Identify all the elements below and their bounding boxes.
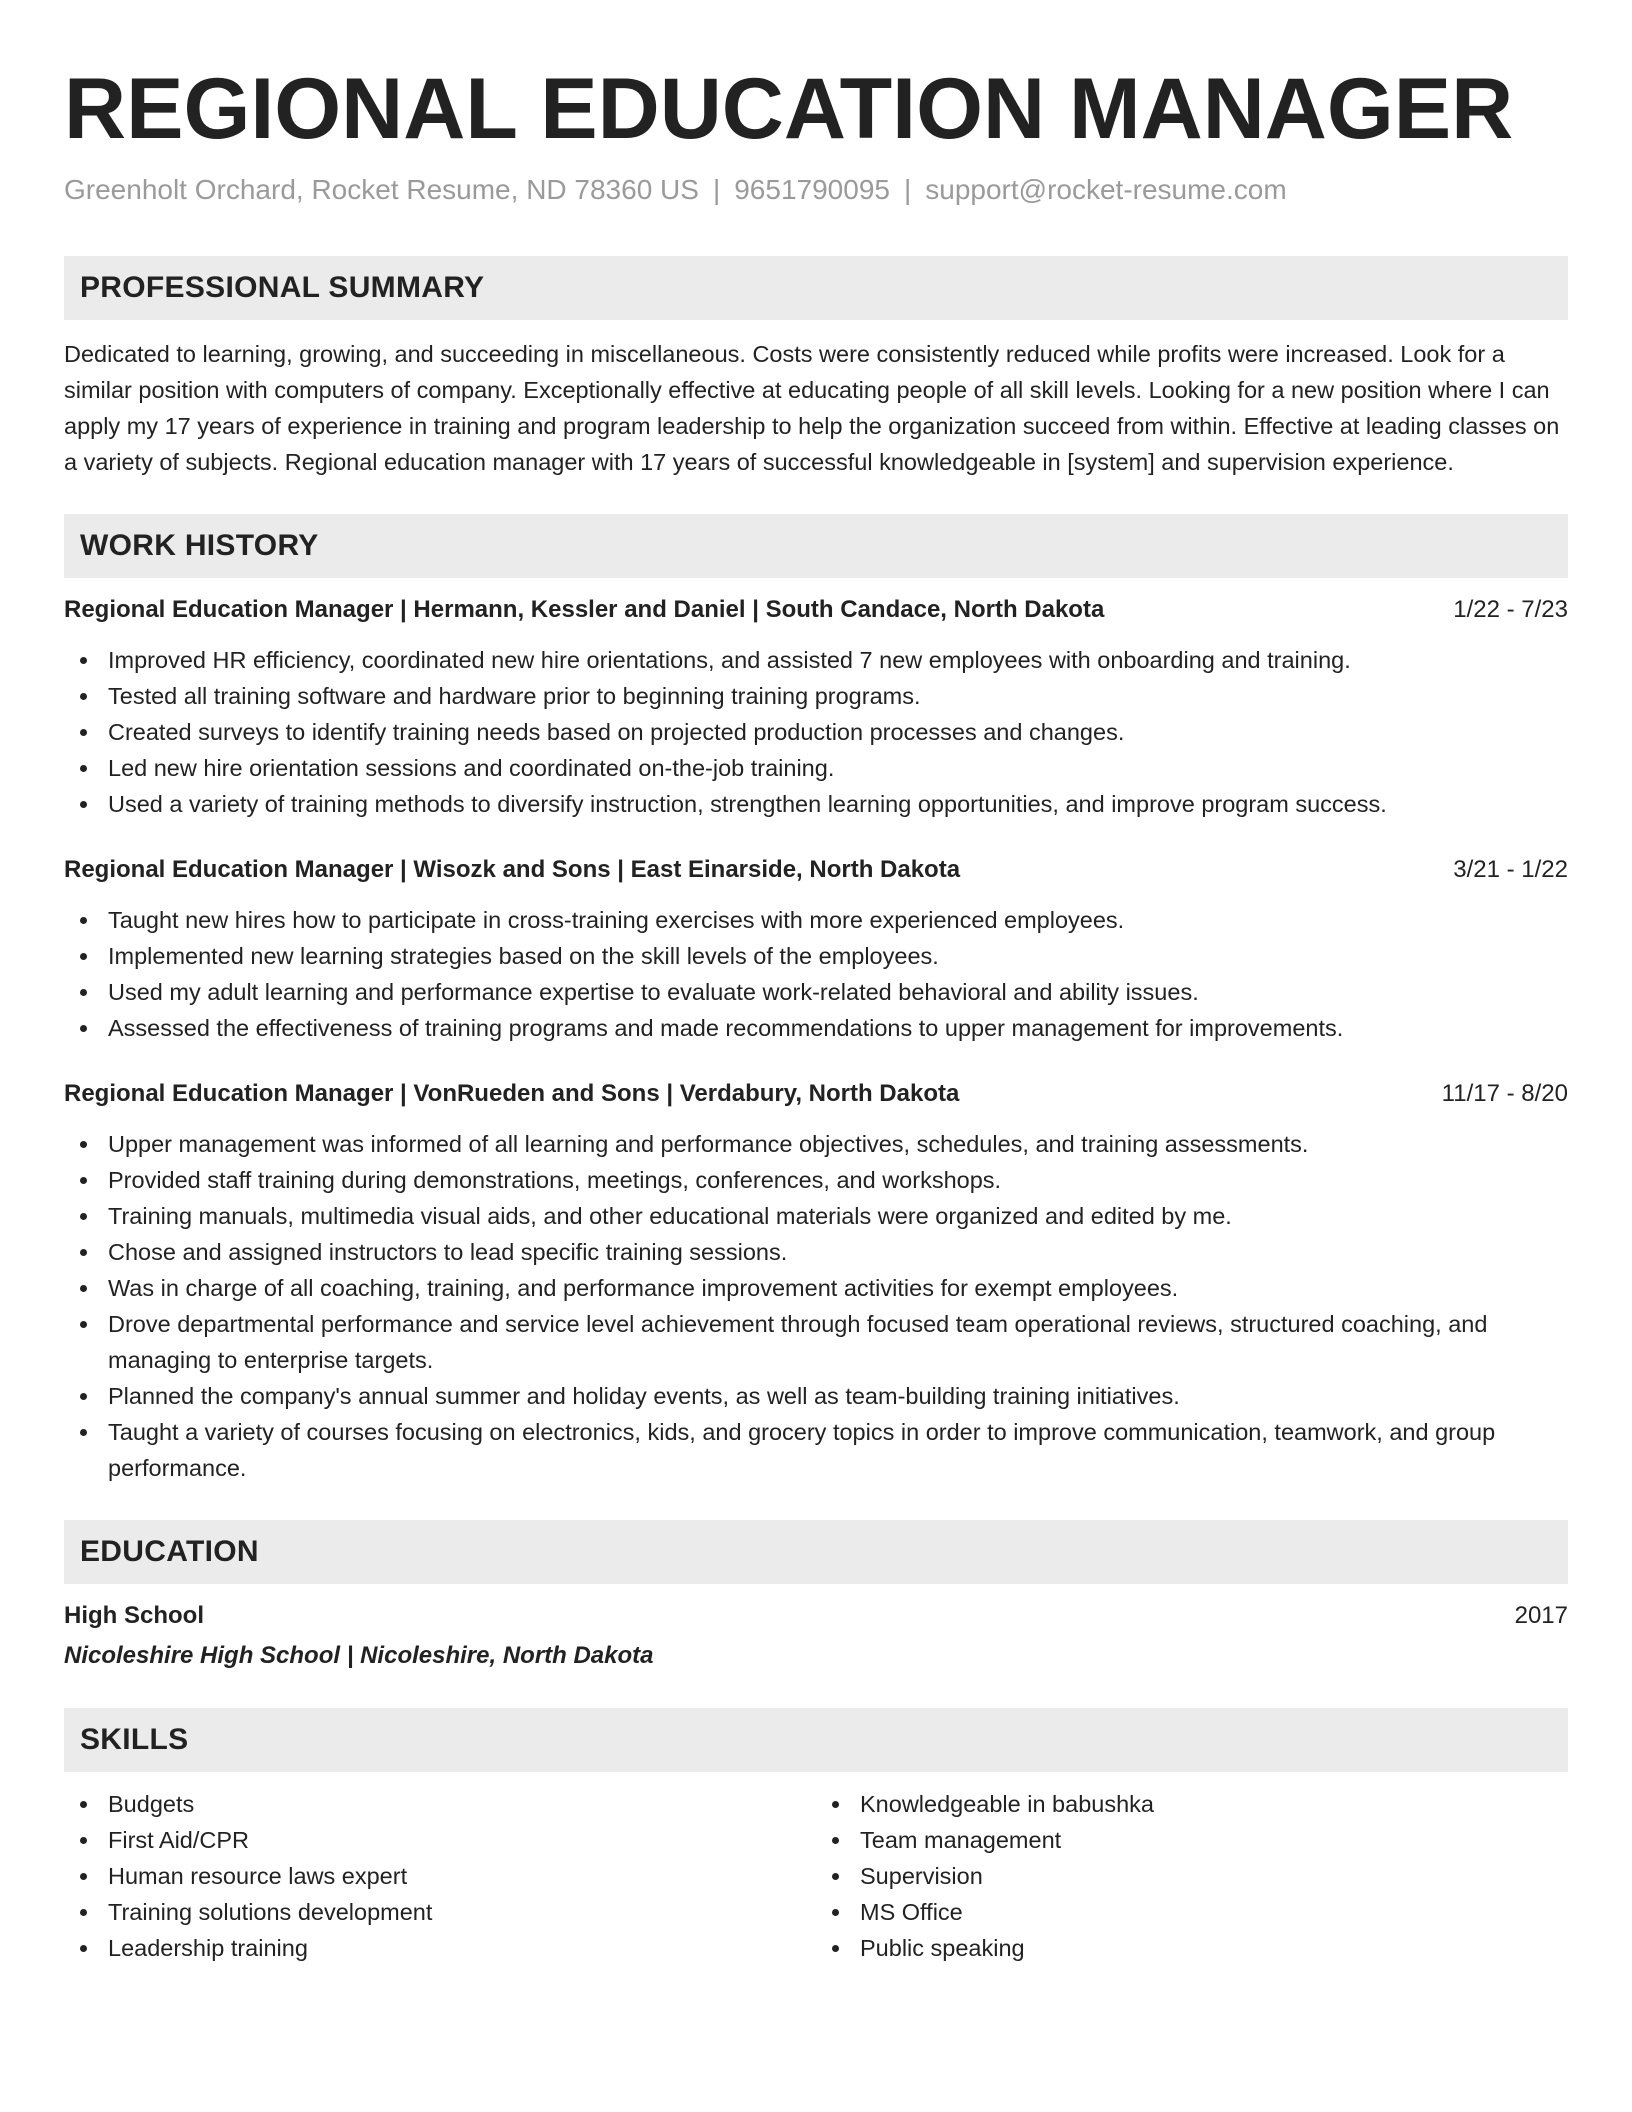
contact-address: Greenholt Orchard, Rocket Resume, ND 78360 US (64, 174, 699, 205)
skill-item: Knowledgeable in babushka (816, 1786, 1568, 1822)
job-title: Regional Education Manager | VonRueden and Sons | Verdabury, North Dakota (64, 1080, 960, 1107)
job-header (64, 1076, 1568, 1112)
job-entry (64, 852, 1568, 1046)
job-dates: 3/21 - 1/22 (1453, 856, 1568, 883)
education-school: Nicoleshire High School | Nicoleshire, North Dakota (64, 1642, 654, 1669)
list-item: Improved HR efficiency, coordinated new hire orientations, and assisted 7 new employees with onboarding and training. (64, 642, 1568, 678)
job-dates: 11/17 - 8/20 (1441, 1080, 1568, 1107)
list-item: Used my adult learning and performance expertise to evaluate work-related behavioral and ability issues. (64, 974, 1568, 1010)
list-item: Taught new hires how to participate in cross-training exercises with more experienced employees. (64, 902, 1568, 938)
education-entry (64, 1598, 1568, 1674)
job-title: Regional Education Manager | Hermann, Kessler and Daniel | South Candace, North Dakota (64, 596, 1105, 623)
skills-list-left (64, 1786, 816, 1966)
skills-columns (64, 1786, 1568, 1966)
list-item: Upper management was informed of all learning and performance objectives, schedules, and training assessments. (64, 1126, 1568, 1162)
contact-email[interactable]: support@rocket-resume.com (925, 174, 1287, 205)
education-degree: High School (64, 1602, 204, 1629)
job-bullets (64, 902, 1568, 1046)
contact-line (64, 174, 1568, 206)
job-dates: 1/22 - 7/23 (1453, 596, 1568, 623)
job-title: Regional Education Manager | Wisozk and Sons | East Einarside, North Dakota (64, 856, 961, 883)
section-heading-work-history: WORK HISTORY (64, 514, 1568, 578)
list-item: Was in charge of all coaching, training, and performance improvement activities for exempt employees. (64, 1270, 1568, 1306)
list-item: Implemented new learning strategies based on the skill levels of the employees. (64, 938, 1568, 974)
job-bullets (64, 1126, 1568, 1486)
section-heading-skills: SKILLS (64, 1708, 1568, 1772)
contact-phone: 9651790095 (734, 174, 890, 205)
skill-item: Budgets (64, 1786, 816, 1822)
list-item: Training manuals, multimedia visual aids, and other educational materials were organized and edited by me. (64, 1198, 1568, 1234)
skills-list-right (816, 1786, 1568, 1966)
section-heading-summary: PROFESSIONAL SUMMARY (64, 256, 1568, 320)
job-header (64, 852, 1568, 888)
skill-item: Leadership training (64, 1930, 816, 1966)
job-header (64, 592, 1568, 628)
section-heading-education: EDUCATION (64, 1520, 1568, 1584)
list-item: Taught a variety of courses focusing on electronics, kids, and grocery topics in order to improve communication, teamwork, and group performance. (64, 1414, 1568, 1486)
list-item: Provided staff training during demonstrations, meetings, conferences, and workshops. (64, 1162, 1568, 1198)
skill-item: Public speaking (816, 1930, 1568, 1966)
skill-item: Team management (816, 1822, 1568, 1858)
contact-separator: | (712, 174, 721, 205)
contact-separator: | (903, 174, 912, 205)
skill-item: Training solutions development (64, 1894, 816, 1930)
list-item: Used a variety of training methods to diversify instruction, strengthen learning opportunities, and improve program success. (64, 786, 1568, 822)
summary-text: Dedicated to learning, growing, and succeeding in miscellaneous. Costs were consistently reduced while profits were increased. Look for a similar position with computers of company. Exceptionally effective at educating people of all skill levels. Looking for a new position where I can apply my 17 years of experience in training and program leadership to help the organization succeed from within. Effective at leading classes on a variety of subjects. Regional education manager with 17 years of successful knowledgeable in [system] and supervision experience. (64, 341, 1560, 475)
job-entry (64, 592, 1568, 822)
list-item: Planned the company's annual summer and holiday events, as well as team-building training initiatives. (64, 1378, 1568, 1414)
skill-item: Supervision (816, 1858, 1568, 1894)
list-item: Led new hire orientation sessions and coordinated on-the-job training. (64, 750, 1568, 786)
list-item: Drove departmental performance and service level achievement through focused team operational reviews, structured coaching, and managing to enterprise targets. (64, 1306, 1568, 1378)
list-item: Assessed the effectiveness of training programs and made recommendations to upper management for improvements. (64, 1010, 1568, 1046)
skill-item: First Aid/CPR (64, 1822, 816, 1858)
list-item: Tested all training software and hardware prior to beginning training programs. (64, 678, 1568, 714)
candidate-title: REGIONAL EDUCATION MANAGER (64, 61, 1514, 157)
skill-item: MS Office (816, 1894, 1568, 1930)
list-item: Created surveys to identify training needs based on projected production processes and changes. (64, 714, 1568, 750)
job-entry (64, 1076, 1568, 1486)
education-year: 2017 (1514, 1602, 1568, 1629)
list-item: Chose and assigned instructors to lead specific training sessions. (64, 1234, 1568, 1270)
skill-item: Human resource laws expert (64, 1858, 816, 1894)
education-header (64, 1598, 1568, 1634)
job-bullets (64, 642, 1568, 822)
